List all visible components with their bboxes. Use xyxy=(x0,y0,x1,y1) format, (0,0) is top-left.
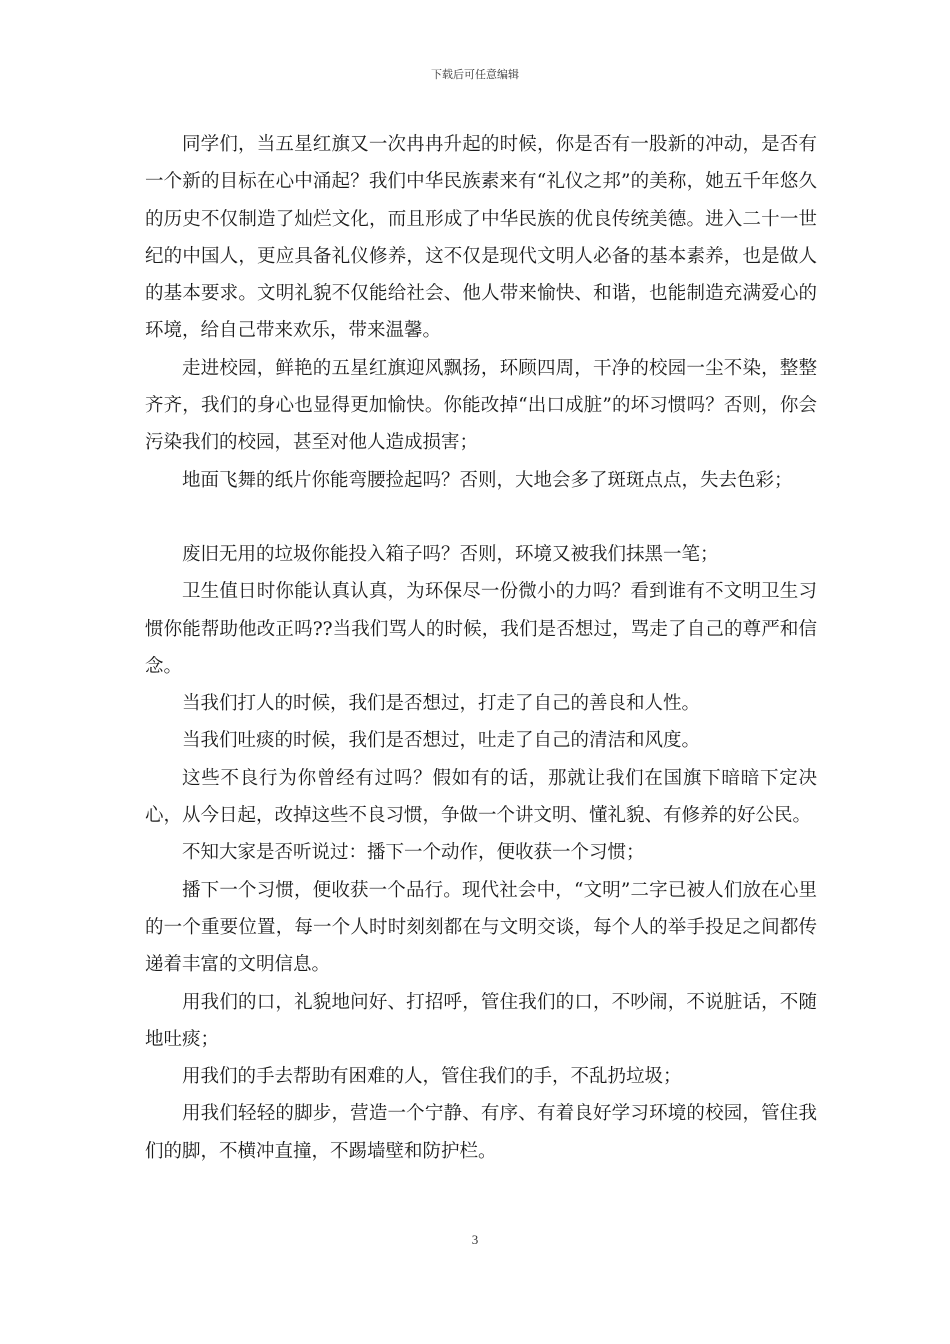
page-header: 下载后可任意编辑 xyxy=(431,68,519,81)
paragraph-11: 用我们的口，礼貌地问好、打招呼，管住我们的口，不吵闹，不说脏话，不随地吐痰； xyxy=(145,991,817,1050)
paragraph-7: 当我们吐痰的时候，我们是否想过，吐走了自己的清洁和风度。 xyxy=(182,730,701,752)
paragraph-12: 用我们的手去帮助有困难的人，管住我们的手，不乱扔垃圾； xyxy=(182,1066,682,1088)
document-body xyxy=(145,126,817,1170)
paragraph-10: 播下一个习惯，便收获一个品行。现代社会中，“文明”二字已被人们放在心里的一个重要位置，每一个人时时刻刻都在与文明交谈，每个人的举手投足之间都传递着丰富的文明信息。 xyxy=(145,879,817,976)
paragraph-9: 不知大家是否听说过：播下一个动作，便收获一个习惯； xyxy=(182,842,645,864)
paragraph-4: 废旧无用的垃圾你能投入箱子吗？否则，环境又被我们抹黑一笔； xyxy=(182,543,719,565)
paragraph-5: 卫生值日时你能认真认真，为环保尽一份微小的力吗？看到谁有不文明卫生习惯你能帮助他改正吗??当我们骂人的时候，我们是否想过，骂走了自己的尊严和信念。 xyxy=(145,581,817,677)
paragraph-8: 这些不良行为你曾经有过吗？假如有的话，那就让我们在国旗下暗暗下定决心，从今日起，改掉这些不良习惯，争做一个讲文明、懂礼貌、有修养的好公民。 xyxy=(145,767,817,827)
paragraph-6: 当我们打人的时候，我们是否想过，打走了自己的善良和人性。 xyxy=(182,693,701,715)
page-number: 3 xyxy=(471,1232,479,1247)
paragraph-13: 用我们轻轻的脚步，营造一个宁静、有序、有着良好学习环境的校园，管住我们的脚，不横冲直撞，不踢墙壁和防护栏。 xyxy=(145,1103,817,1162)
paragraph-3: 地面飞舞的纸片你能弯腰捡起吗？否则，大地会多了斑斑点点，失去色彩； xyxy=(182,469,793,491)
paragraph-1: 同学们，当五星红旗又一次冉冉升起的时候，你是否有一股新的冲动，是否有一个新的目标在心中涌起？我们中华民族素来有“礼仪之邦”的美称，她五千年悠久的历史不仅制造了灿烂文化，而且形成了中华民族的优良传统美德。进入二十一世纪的中国人，更应具备礼仪修养，这不仅是现代文明人必备的基本素养，也是做人的基本要求。文明礼貌不仅能给社会、他人带来愉快、和谐，也能制造充满爱心的环境，给自己带来欢乐，带来温馨。 xyxy=(145,134,817,342)
paragraph-2: 走进校园，鲜艳的五星红旗迎风飘扬，环顾四周，干净的校园一尘不染，整整齐齐，我们的身心也显得更加愉快。你能改掉“出口成脏”的坏习惯吗？否则，你会污染我们的校园，甚至对他人造成损害； xyxy=(145,357,817,454)
